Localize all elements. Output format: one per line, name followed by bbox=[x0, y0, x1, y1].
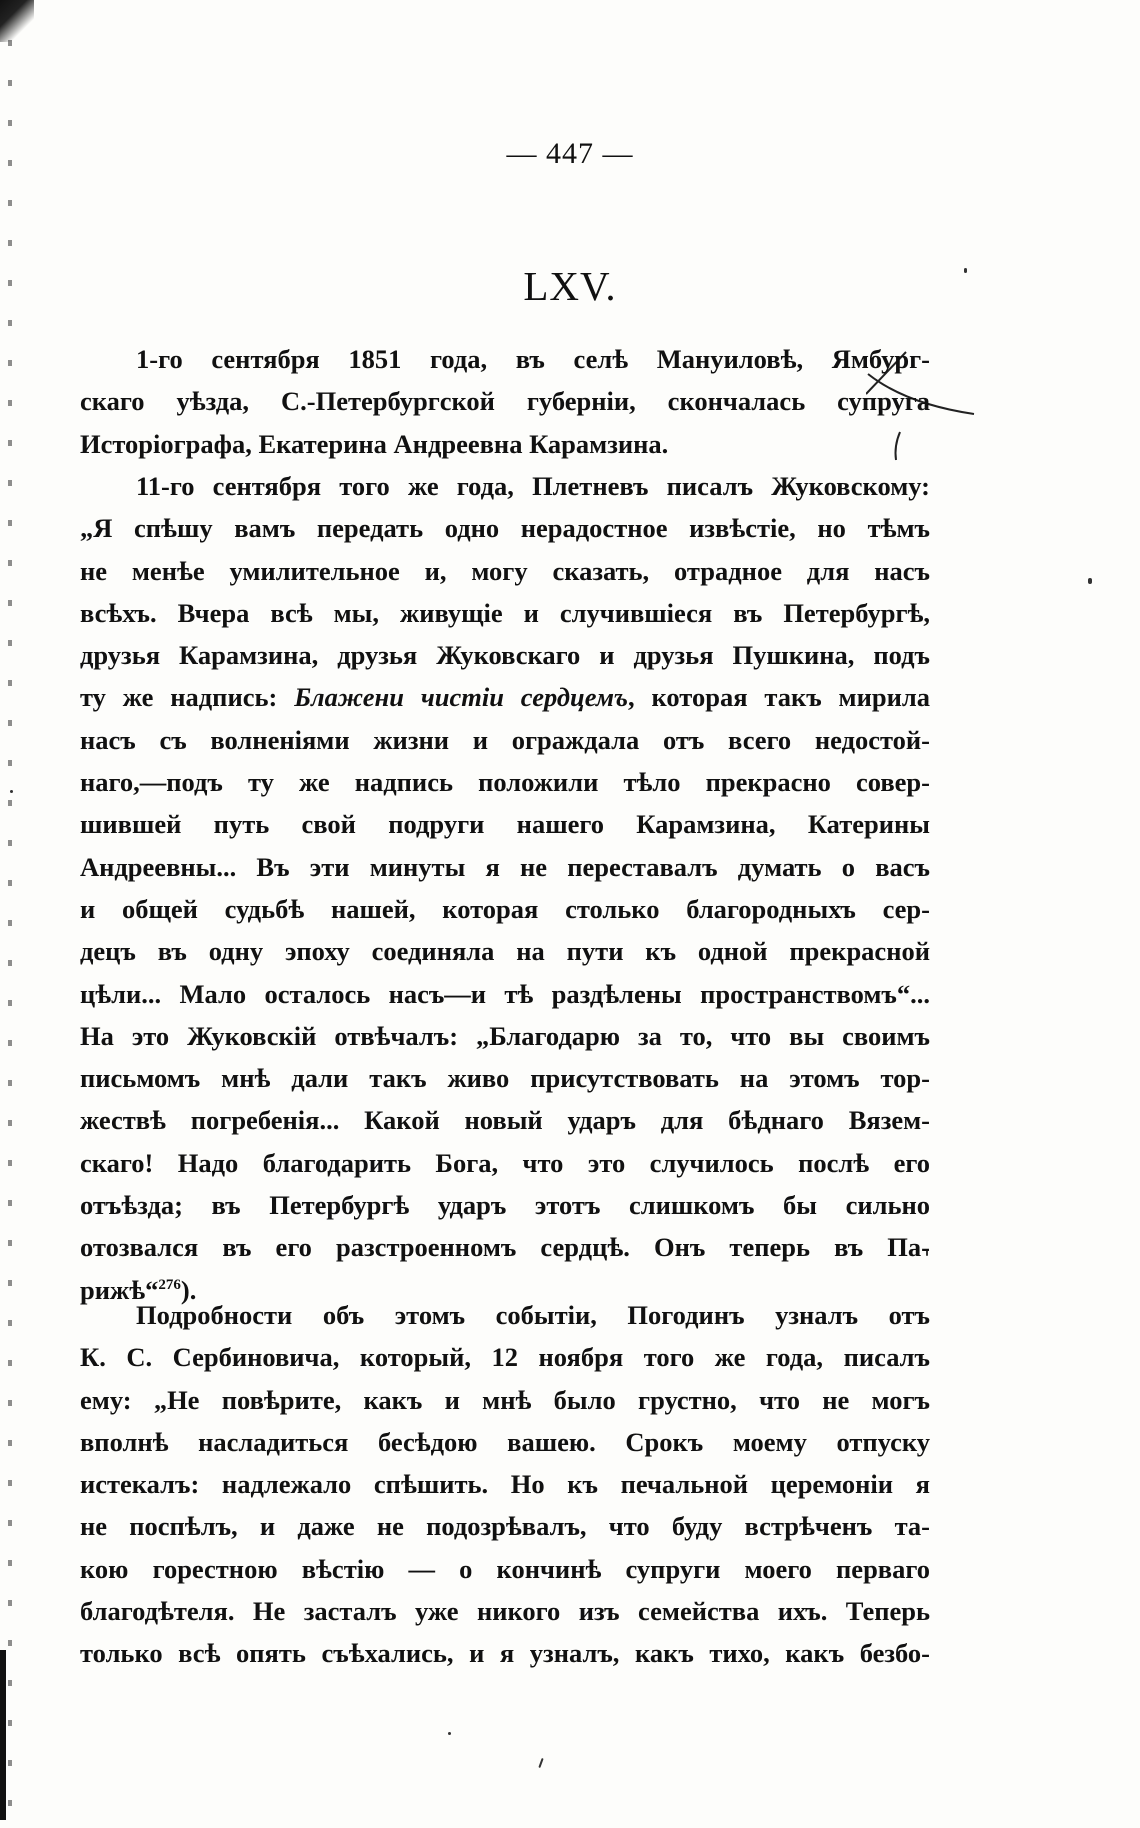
scan-corner-shadow bbox=[0, 0, 34, 42]
text-line: К. С. Сербиновича, который, 12 ноября того же года, писалъ bbox=[80, 1342, 930, 1373]
text-line: Исторіографа, Екатерина Андреевна Карамзина. bbox=[80, 428, 669, 459]
text-line: только всѣ опять съѣхались, и я узналъ, какъ тихо, какъ безбо- bbox=[80, 1638, 930, 1669]
text-line: всѣхъ. Вчера всѣ мы, живущіе и случившіеся въ Петербургѣ, bbox=[80, 597, 930, 628]
text-line: шившей путь свой подруги нашего Карамзина, Катерины bbox=[80, 809, 930, 840]
text-line: ему: „Не повѣрите, какъ и мнѣ было грустно, что не могъ bbox=[80, 1384, 930, 1415]
page-number: — 447 — bbox=[506, 137, 634, 170]
text-segment: ту же надпись: bbox=[80, 682, 295, 713]
text-line: 1-го сентября 1851 года, въ селѣ Мануиловѣ, Ямбург- bbox=[136, 344, 930, 374]
text-line: насъ съ волненіями жизни и ограждала отъ всего недостой- bbox=[80, 724, 930, 755]
text-line: друзья Карамзина, друзья Жуковскаго и друзья Пушкина, подъ bbox=[80, 640, 930, 671]
scan-speck bbox=[448, 1732, 451, 1735]
text-line: не менѣе умилительное и, могу сказать, отрадное для насъ bbox=[80, 555, 930, 586]
scan-speck bbox=[538, 1758, 543, 1768]
text-line: На это Жуковскій отвѣчалъ: „Благодарю за то, что вы своимъ bbox=[80, 1020, 930, 1051]
text-line: не поспѣлъ, и даже не подозрѣвалъ, что буду встрѣченъ та- bbox=[80, 1511, 930, 1542]
paragraph-2 bbox=[80, 465, 930, 1311]
scan-speck bbox=[10, 790, 13, 793]
text-line: 11-го сентября того же года, Плетневъ писалъ Жуковскому: bbox=[136, 471, 930, 501]
footnote-ref: 276 bbox=[158, 1276, 181, 1293]
text-line: письмомъ мнѣ дали такъ живо присутствовать на этомъ тор- bbox=[80, 1063, 930, 1094]
chapter-heading: LXV. bbox=[523, 263, 617, 309]
text-line: вполнѣ насладиться бесѣдою вашею. Срокъ моему отпуску bbox=[80, 1426, 930, 1457]
text-line: Подробности объ этомъ событіи, Погодинъ узналъ отъ bbox=[136, 1300, 930, 1330]
text-line: скаго уѣзда, С.-Петербургской губерніи, скончалась супруга bbox=[80, 386, 930, 417]
text-line: наго,—подъ ту же надпись положили тѣло прекрасно совер- bbox=[80, 767, 930, 798]
text-line: отъѣзда; въ Петербургѣ ударъ этотъ слишкомъ бы сильно bbox=[80, 1190, 930, 1221]
italic-quote: Блажени чистiи сердцемъ bbox=[294, 682, 628, 713]
text-segment: рижѣ“ bbox=[80, 1274, 159, 1305]
text-line: и общей судьбѣ нашей, которая столько благородныхъ сер- bbox=[80, 893, 930, 924]
text-line: жествѣ погребенія... Какой новый ударъ для бѣднаго Вязем- bbox=[80, 1105, 930, 1136]
paragraph-3 bbox=[80, 1294, 930, 1675]
paragraph-1 bbox=[80, 338, 930, 465]
text-line: кою горестною вѣстію — о кончинѣ супруги моего перваго bbox=[80, 1553, 930, 1584]
scan-speck bbox=[1088, 578, 1092, 584]
text-line: скаго! Надо благодарить Бога, что это случилось послѣ его bbox=[80, 1147, 930, 1178]
text-line: Андреевны... Въ эти минуты я не переставалъ думать о васъ bbox=[80, 851, 930, 882]
scan-left-edge-bottom bbox=[0, 1650, 6, 1820]
text-segment: ). bbox=[180, 1274, 197, 1305]
text-segment: , которая такъ мирила bbox=[627, 682, 930, 713]
text-line: децъ въ одну эпоху соединяла на пути къ одной прекрасной bbox=[80, 936, 930, 967]
text-line: благодѣтеля. Не засталъ уже никого изъ семейства ихъ. Теперь bbox=[80, 1596, 930, 1627]
text-line bbox=[80, 676, 930, 718]
text-line: „Я спѣшу вамъ передать одно нерадостное извѣстіе, но тѣмъ bbox=[80, 513, 930, 544]
text-line: отозвался въ его разстроенномъ сердцѣ. Онъ теперь въ Па- bbox=[80, 1232, 930, 1263]
text-line: истекалъ: надлежало спѣшить. Но къ печальной церемоніи я bbox=[80, 1469, 930, 1500]
text-line: цѣли... Мало осталось насъ—и тѣ раздѣлены пространствомъ“... bbox=[80, 978, 930, 1009]
